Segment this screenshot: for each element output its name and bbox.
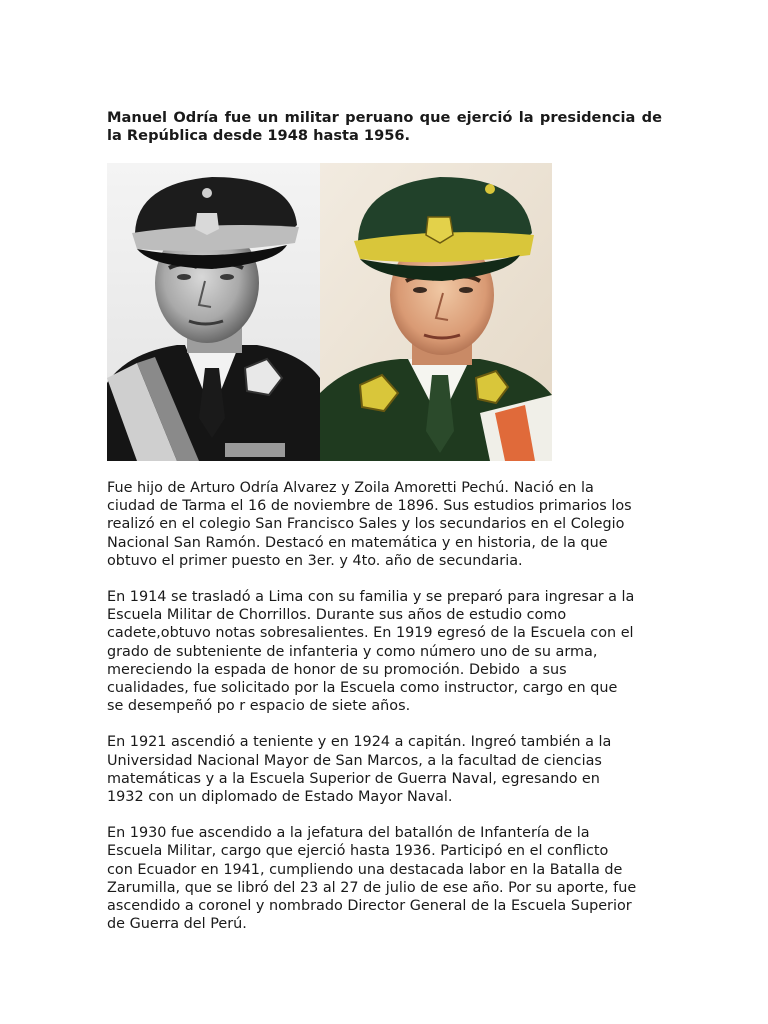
paragraph-4: En 1930 fue ascendido a la jefatura del batallón de Infantería de la Escuela Militar, cargo que ejerció hasta 1936. Participó en el conflicto con Ecuador en 1941, cumpliendo una destacada labor en la Batalla de Zarumilla, que se libró del 23 al 27 de julio de ese año. Por su aporte, fue ascendido a coronel y nombrado Director General de la Escuela Superior de Guerra del Perú. [107,825,637,933]
paragraph-1: Fue hijo de Arturo Odría Alvarez y Zoila Amoretti Pechú. Nació en la ciudad de Tarma el 16 de noviembre de 1896. Sus estudios primarios los realizó en el colegio San Francisco Sales y los secundarios en el Colegio Nacional San Ramón. Destacó en matemática y en historia, de la que obtuvo el primer puesto en 3er. y 4to. año de secundaria. [107,480,632,569]
headline: Manuel Odría fue un militar peruano que ejerció la presidencia de la República desde 1948 hasta 1956. [107,109,662,144]
portrait-color-photo [320,163,552,461]
portrait-photos [107,163,552,461]
article-body [107,479,662,951]
portrait-bw-photo [107,163,320,461]
paragraph-2: En 1914 se trasladó a Lima con su familia y se preparó para ingresar a la Escuela Militar de Chorrillos. Durante sus años de estudio como cadete,obtuvo notas sobresalientes. En 1919 egresó de la Escuela con el grado de subteniente de infanteria y como número uno de su arma, mereciendo la espada de honor de su promoción. Debido a sus cualidades, fue solicitado por la Escuela como instructor, cargo en que se desempeñó po r espacio de siete años. [107,589,635,715]
paragraph-3: En 1921 ascendió a teniente y en 1924 a capitán. Ingreó también a la Universidad Nacional Mayor de San Marcos, a la facultad de ciencias matemáticas y a la Escuela Superior de Guerra Naval, egresando en 1932 con un diplomado de Estado Mayor Naval. [107,734,612,806]
